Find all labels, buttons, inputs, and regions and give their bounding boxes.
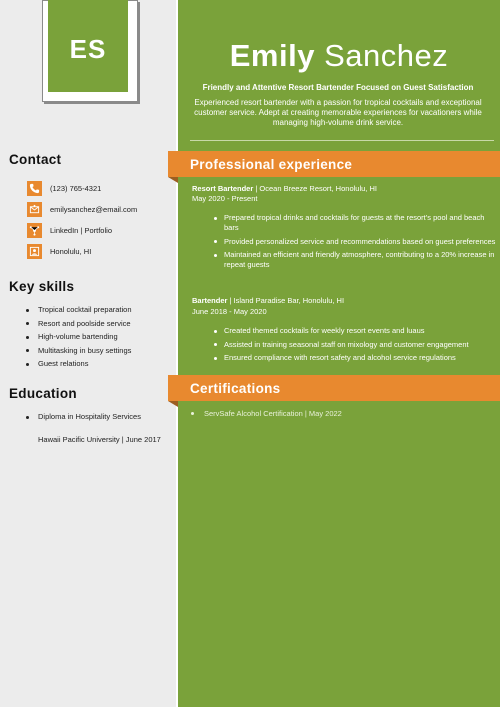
last-name: Sanchez bbox=[324, 38, 449, 73]
skill-item: Guest relations bbox=[20, 359, 170, 369]
job-title: Bartender bbox=[192, 296, 228, 305]
contact-links[interactable] bbox=[27, 222, 112, 238]
contact-location bbox=[27, 243, 91, 259]
tagline: Friendly and Attentive Resort Bartender Focused on Guest Satisfaction bbox=[202, 83, 474, 92]
location-text: Honolulu, HI bbox=[50, 246, 92, 256]
job-bullet: Created themed cocktails for weekly resort events and luaus bbox=[208, 326, 498, 336]
job-title: Resort Bartender bbox=[192, 184, 254, 193]
job-bullet: Prepared tropical drinks and cocktails for guests at the resort’s pool and beach bars bbox=[208, 213, 498, 233]
links-text[interactable]: LinkedIn | Portfolio bbox=[50, 225, 112, 235]
skill-item: Multitasking in busy settings bbox=[20, 346, 170, 356]
email-icon bbox=[27, 202, 42, 217]
job-dates: May 2020 - Present bbox=[192, 194, 258, 203]
first-name: Emily bbox=[229, 38, 315, 73]
job-dates: June 2018 - May 2020 bbox=[192, 307, 267, 316]
education-heading: Education bbox=[9, 386, 77, 401]
job-bullets bbox=[208, 213, 498, 274]
job-bullet: Provided personalized service and recommendations based on guest preferences bbox=[208, 237, 498, 247]
contact-phone bbox=[27, 180, 101, 196]
full-name bbox=[178, 38, 500, 74]
education-school-date: Hawaii Pacific University | June 2017 bbox=[38, 435, 161, 444]
monogram-initials: ES bbox=[48, 0, 128, 92]
email-text[interactable]: emilysanchez@email.com bbox=[50, 204, 138, 214]
education-list bbox=[20, 412, 170, 426]
certification-item: ServSafe Alcohol Certification | May 2022 bbox=[178, 409, 488, 418]
job-bullet: Assisted in training seasonal staff on mixology and customer engagement bbox=[208, 340, 498, 350]
job-bullet: Ensured compliance with resort safety and alcohol service regulations bbox=[208, 353, 498, 363]
skill-item: Tropical cocktail preparation bbox=[20, 305, 170, 315]
network-icon bbox=[27, 223, 42, 238]
experience-heading: Professional experience bbox=[190, 157, 353, 172]
skills-heading: Key skills bbox=[9, 279, 75, 294]
certifications-heading: Certifications bbox=[190, 381, 281, 396]
skill-item: High-volume bartending bbox=[20, 332, 170, 342]
column-divider bbox=[176, 0, 178, 707]
skills-list bbox=[20, 305, 170, 373]
job-bullet: Maintained an efficient and friendly atmosphere, contributing to a 20% increase in repeat guests bbox=[208, 250, 498, 270]
experience-band-fold bbox=[168, 177, 178, 183]
phone-icon bbox=[27, 181, 42, 196]
header-divider bbox=[190, 140, 494, 141]
job-employer: | Island Paradise Bar, Honolulu, HI bbox=[227, 296, 345, 305]
education-degree: Diploma in Hospitality Services bbox=[20, 412, 170, 422]
certifications-band-fold bbox=[168, 401, 178, 407]
job-header bbox=[192, 184, 377, 193]
location-icon bbox=[27, 244, 42, 259]
profile-summary: Experienced resort bartender with a passion for tropical cocktails and exceptional customer service. Adept at creating memorable experiences for vacationers while managing high-volume drink service. bbox=[194, 98, 482, 127]
job-employer: | Ocean Breeze Resort, Honolulu, HI bbox=[253, 184, 377, 193]
contact-email[interactable] bbox=[27, 201, 137, 217]
job-bullets bbox=[208, 326, 498, 367]
contact-heading: Contact bbox=[9, 152, 62, 167]
job-header bbox=[192, 296, 344, 305]
skill-item: Resort and poolside service bbox=[20, 319, 170, 329]
phone-text: (123) 765-4321 bbox=[50, 183, 102, 193]
